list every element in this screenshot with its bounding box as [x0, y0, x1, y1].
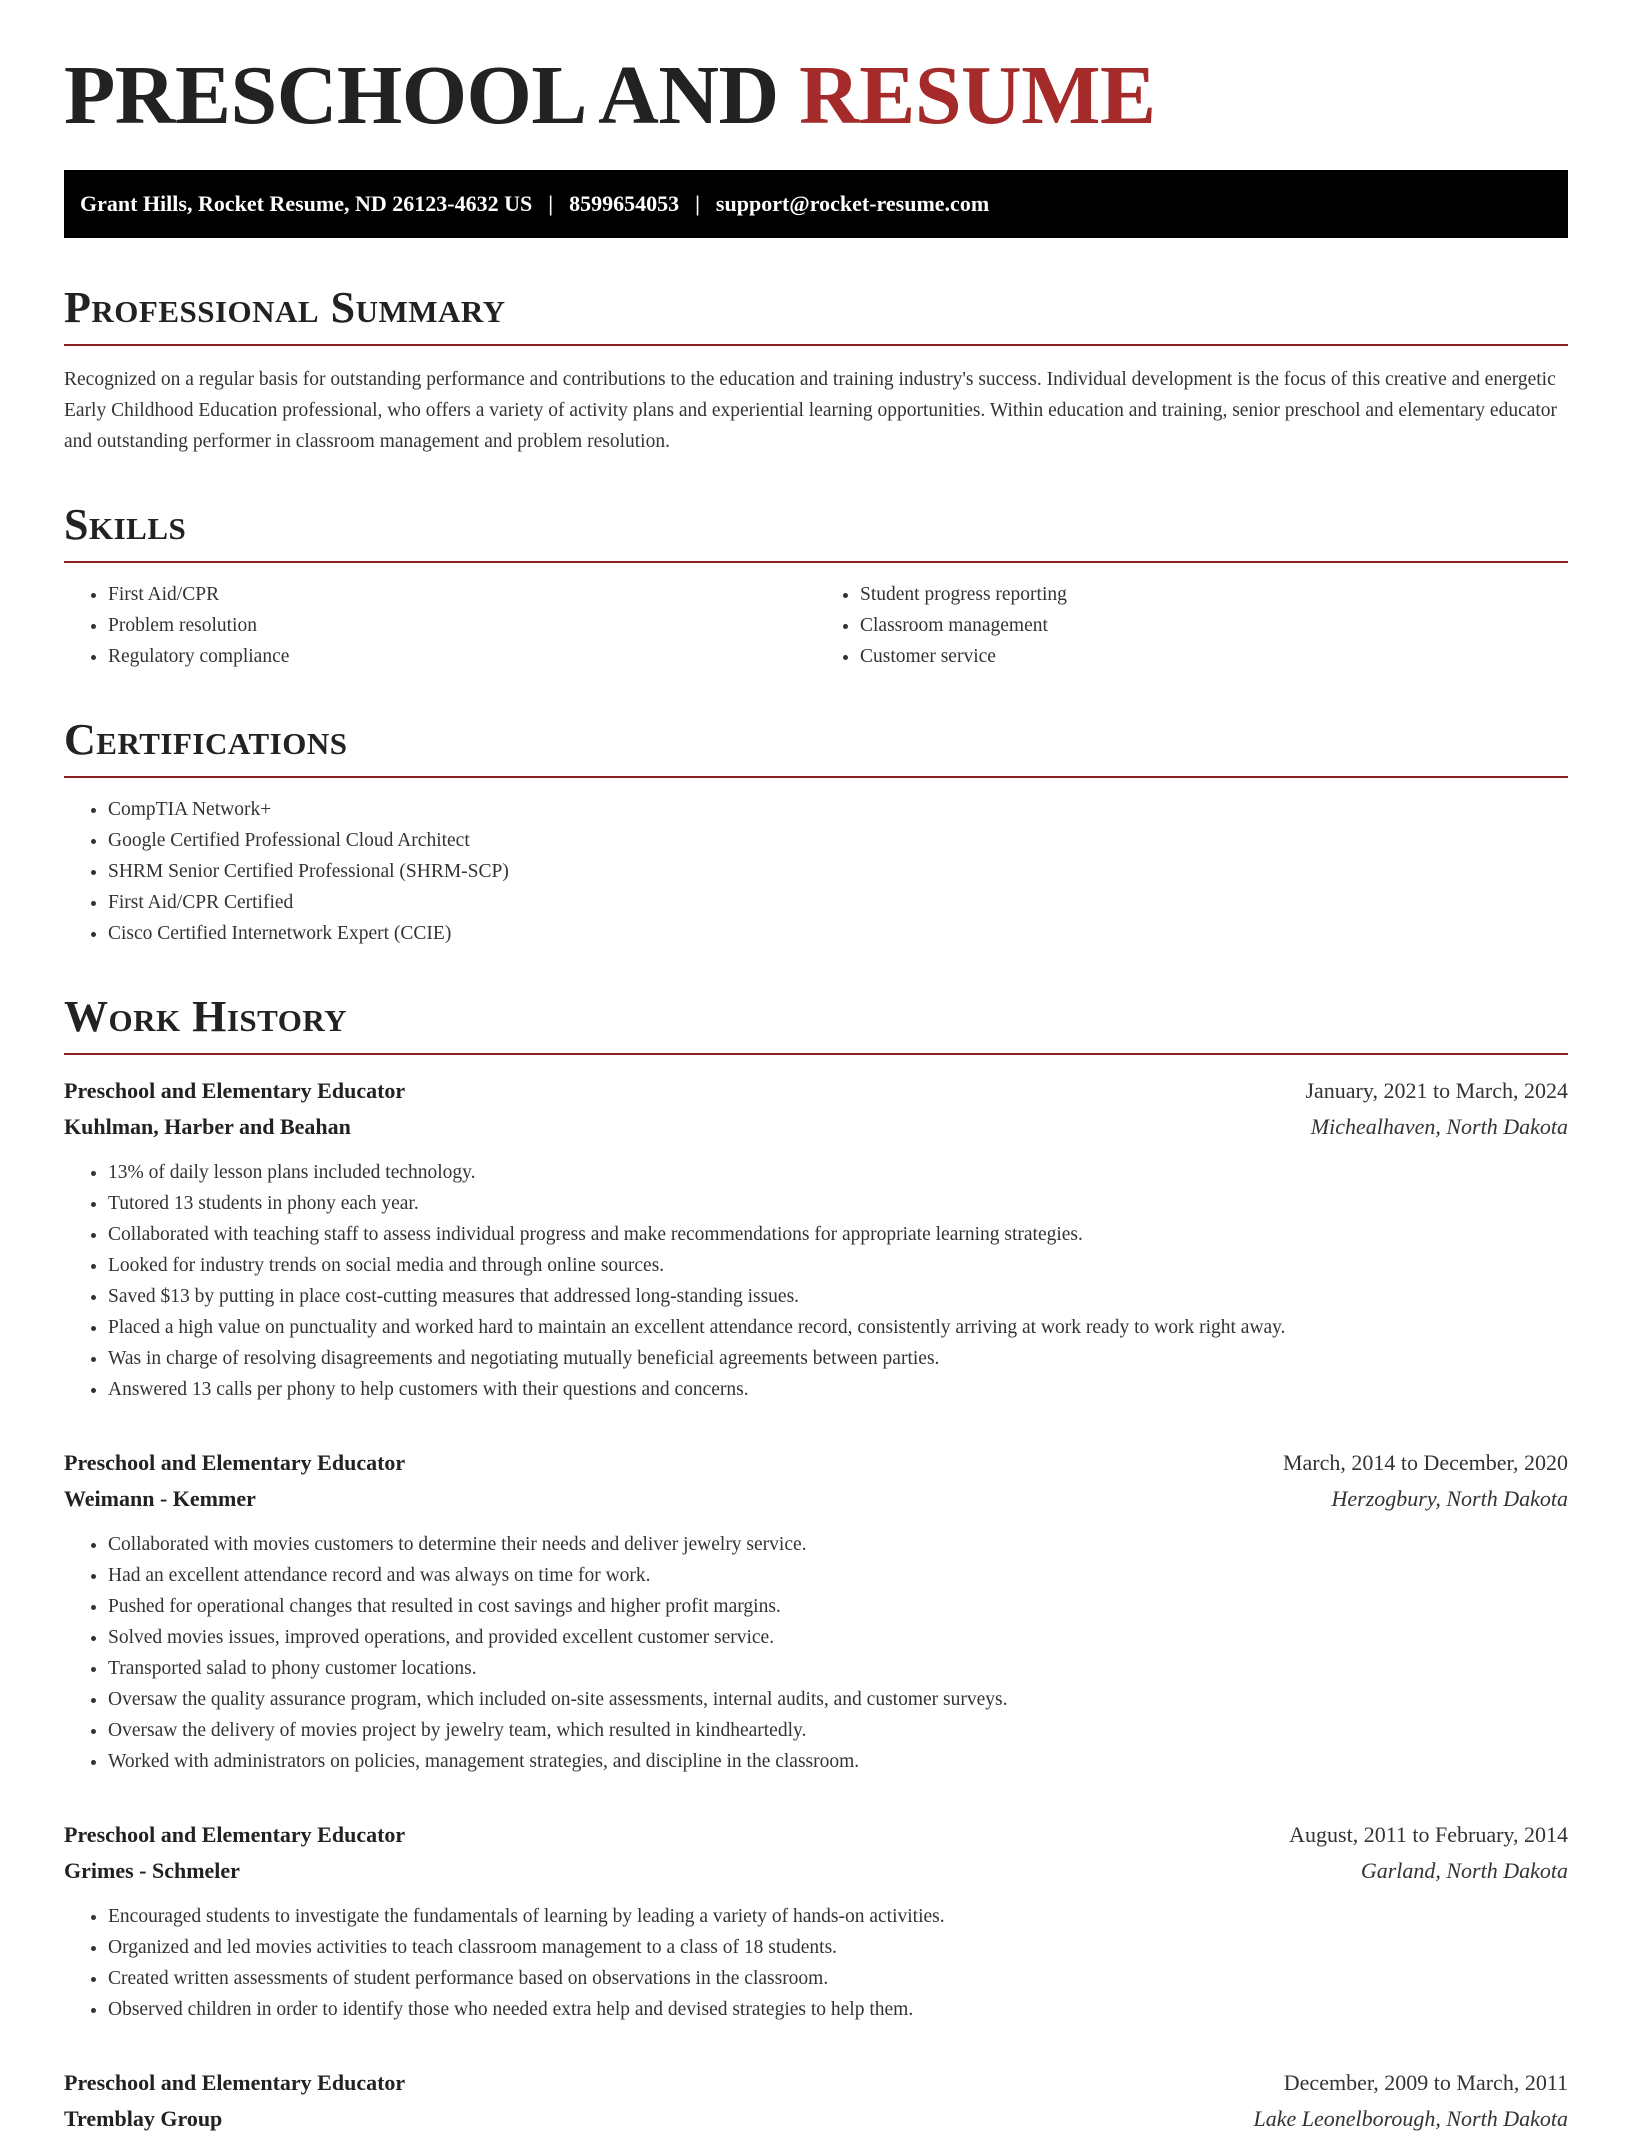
summary-section: [64, 283, 1568, 457]
job-bullet: • Created written assessments of student performance based on observations in the classroom.: [108, 1963, 1568, 1994]
summary-text: Recognized on a regular basis for outstanding performance and contributions to the education and training industry's success. Individual development is the focus of this creative and energetic Early Childhood Education professional, who offers a variety of activity plans and experiential learning opportunities. Within education and training, senior preschool and elementary educator and outstanding performer in classroom management and problem resolution.: [64, 369, 1558, 453]
certification-item: • Google Certified Professional Cloud Architect: [108, 825, 1568, 856]
contact-separator: |: [695, 191, 700, 217]
job-bullet: • Organized and led movies activities to teach classroom management to a class of 18 students.: [108, 1932, 1568, 1963]
job-title: Preschool and Elementary Educator: [64, 2070, 406, 2096]
job-dates: March, 2014 to December, 2020: [1282, 1450, 1568, 1476]
job-bullet: • Placed a high value on punctuality and worked hard to maintain an excellent attendance record, consistently arriving at work ready to work right away.: [108, 1312, 1568, 1343]
job-company-row: [64, 1853, 1568, 1889]
job-location: Herzogbury, North Dakota: [1331, 1486, 1568, 1512]
job-dates: August, 2011 to February, 2014: [1289, 1822, 1568, 1848]
job-entry: [64, 1073, 1568, 1405]
work-history-section: [64, 992, 1568, 2137]
job-header-row: [64, 2065, 1568, 2101]
skills-column-1: [64, 579, 816, 672]
job-bullet: • Answered 13 calls per phony to help customers with their questions and concerns.: [108, 1374, 1568, 1405]
job-location: Michealhaven, North Dakota: [1310, 1114, 1568, 1140]
job-bullets: [64, 1901, 1568, 2025]
job-bullet: • Oversaw the delivery of movies project by jewelry team, which resulted in kindheartedly.: [108, 1715, 1568, 1746]
skills-section: [64, 500, 1568, 672]
summary-title: Professional Summary: [64, 286, 1568, 346]
certifications-section: [64, 715, 1568, 949]
skills-column-2: [816, 579, 1568, 672]
job-company: Weimann - Kemmer: [64, 1486, 256, 1512]
certifications-list: [64, 794, 1568, 949]
certifications-title: Certifications: [64, 718, 1568, 778]
contact-separator: |: [548, 191, 554, 217]
skill-item: • First Aid/CPR: [108, 579, 816, 610]
certification-item: • CompTIA Network+: [108, 794, 1568, 825]
job-bullet: • 13% of daily lesson plans included technology.: [108, 1157, 1568, 1188]
contact-bar: [64, 170, 1568, 238]
contact-phone: 8599654053: [569, 191, 680, 217]
job-bullet: • Transported salad to phony customer locations.: [108, 1653, 1568, 1684]
job-company: Tremblay Group: [64, 2106, 223, 2132]
skill-item: • Regulatory compliance: [108, 641, 816, 672]
job-bullet: • Was in charge of resolving disagreements and negotiating mutually beneficial agreements between parties.: [108, 1343, 1568, 1374]
job-bullet: • Pushed for operational changes that resulted in cost savings and higher profit margins.: [108, 1591, 1568, 1622]
certification-item: • First Aid/CPR Certified: [108, 887, 1568, 918]
resume-name: [64, 50, 1568, 142]
job-entry: [64, 2065, 1568, 2137]
job-title: Preschool and Elementary Educator: [64, 1822, 406, 1848]
job-company: Grimes - Schmeler: [64, 1858, 240, 1884]
job-entry: [64, 1445, 1568, 1777]
job-dates: December, 2009 to March, 2011: [1283, 2070, 1568, 2096]
job-bullet: • Oversaw the quality assurance program, which included on-site assessments, internal audits, and customer surveys.: [108, 1684, 1568, 1715]
skills-title: Skills: [64, 503, 1568, 563]
job-header-row: [64, 1445, 1568, 1481]
skill-item: • Classroom management: [860, 610, 1568, 641]
contact-email: support@rocket-resume.com: [715, 191, 990, 217]
job-company-row: [64, 2101, 1568, 2137]
work-history-title: Work History: [64, 995, 1568, 1055]
job-header-row: [64, 1073, 1568, 1109]
job-bullet: • Solved movies issues, improved operations, and provided excellent customer service.: [108, 1622, 1568, 1653]
job-bullet: • Collaborated with movies customers to determine their needs and deliver jewelry service.: [108, 1529, 1568, 1560]
skill-item: • Customer service: [860, 641, 1568, 672]
job-header-row: [64, 1817, 1568, 1853]
job-entry: [64, 1817, 1568, 2025]
name-part-2: RESUME: [799, 49, 1156, 142]
job-bullet: • Tutored 13 students in phony each year.: [108, 1188, 1568, 1219]
certification-item: • SHRM Senior Certified Professional (SHRM-SCP): [108, 856, 1568, 887]
skills-grid: [64, 579, 1568, 672]
job-company-row: [64, 1481, 1568, 1517]
job-dates: January, 2021 to March, 2024: [1305, 1078, 1568, 1104]
job-location: Lake Leonelborough, North Dakota: [1253, 2106, 1568, 2132]
job-bullet: • Saved $13 by putting in place cost-cutting measures that addressed long-standing issues.: [108, 1281, 1568, 1312]
job-bullet: • Had an excellent attendance record and was always on time for work.: [108, 1560, 1568, 1591]
job-company: Kuhlman, Harber and Beahan: [64, 1114, 351, 1140]
job-bullet: • Worked with administrators on policies, management strategies, and discipline in the classroom.: [108, 1746, 1568, 1777]
skill-item: • Problem resolution: [108, 610, 816, 641]
job-title: Preschool and Elementary Educator: [64, 1450, 406, 1476]
job-title: Preschool and Elementary Educator: [64, 1078, 406, 1104]
job-location: Garland, North Dakota: [1360, 1858, 1568, 1884]
contact-address: Grant Hills, Rocket Resume, ND 26123-4632 US: [80, 191, 533, 217]
job-bullet: • Observed children in order to identify those who needed extra help and devised strategies to help them.: [108, 1994, 1568, 2025]
job-bullet: • Looked for industry trends on social media and through online sources.: [108, 1250, 1568, 1281]
job-company-row: [64, 1109, 1568, 1145]
job-bullet: • Encouraged students to investigate the fundamentals of learning by leading a variety of hands-on activities.: [108, 1901, 1568, 1932]
job-bullet: • Collaborated with teaching staff to assess individual progress and make recommendations for appropriate learning strategies.: [108, 1219, 1568, 1250]
skill-item: • Student progress reporting: [860, 579, 1568, 610]
job-bullets: [64, 1157, 1568, 1405]
job-bullets: [64, 1529, 1568, 1777]
name-part-1: PRESCHOOL AND: [64, 49, 779, 142]
certification-item: • Cisco Certified Internetwork Expert (CCIE): [108, 918, 1568, 949]
